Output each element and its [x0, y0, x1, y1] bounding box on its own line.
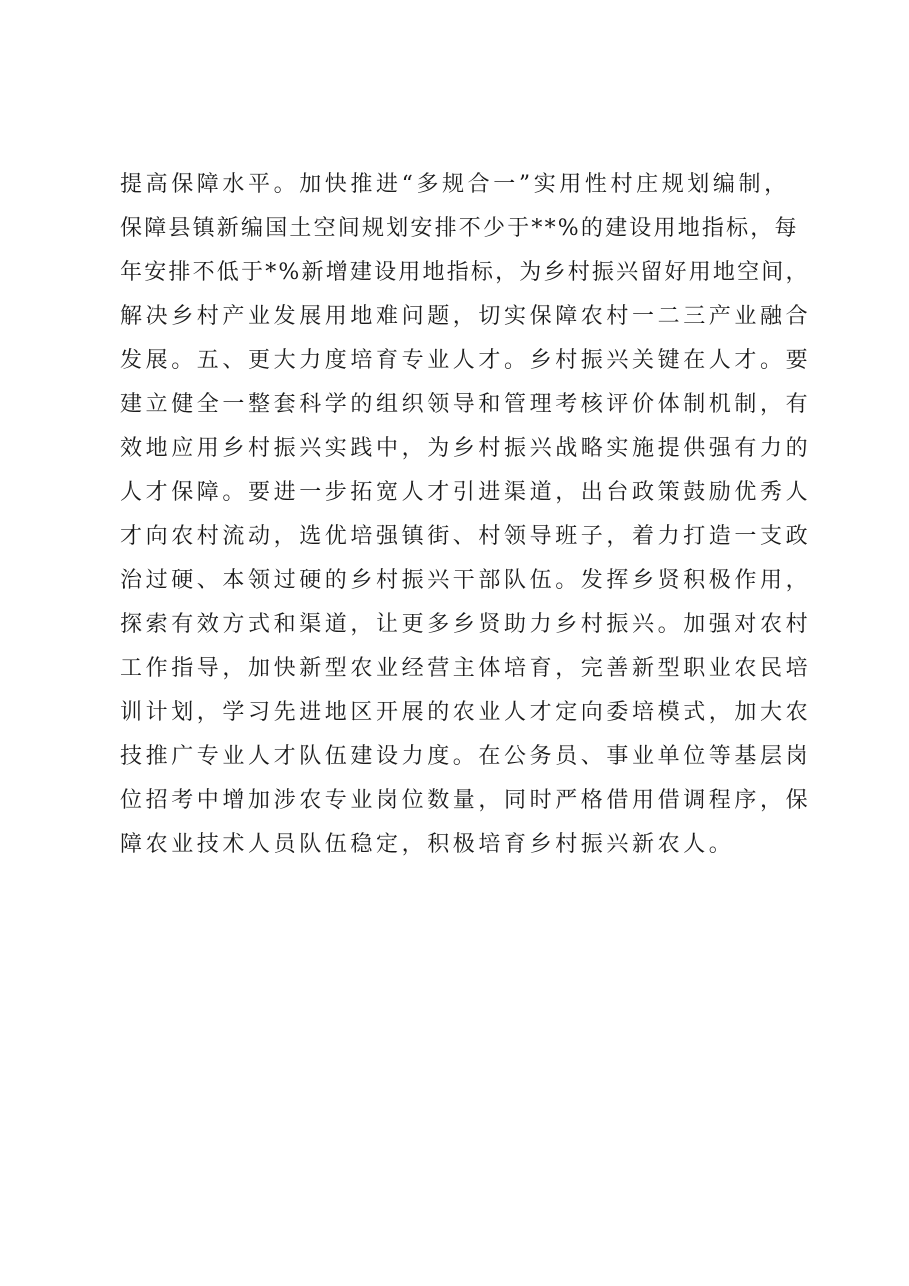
- text-line-16: 障农业技术人员队伍稳定，积极培育乡村振兴新农人。: [120, 832, 735, 857]
- body-paragraph: [120, 163, 820, 867]
- text-line-8: 人才保障。要进一步拓宽人才引进渠道，出台政策鼓励优秀人: [120, 480, 812, 505]
- text-line-2: 保障县镇新编国土空间规划安排不少于**%的建设用地指标，每: [120, 216, 799, 241]
- text-line-5: 发展。五、更大力度培育专业人才。乡村振兴关键在人才。要: [120, 348, 812, 373]
- text-line-6: 建立健全一整套科学的组织领导和管理考核评价体制机制，有: [120, 392, 812, 417]
- text-line-7: 效地应用乡村振兴实践中，为乡村振兴战略实施提供强有力的: [120, 436, 812, 461]
- text-line-1: 提高保障水平。加快推进“多规合一”实用性村庄规划编制，: [120, 172, 790, 197]
- text-line-3: 年安排不低于*%新增建设用地指标，为乡村振兴留好用地空间，: [120, 260, 810, 285]
- text-line-15: 位招考中增加涉农专业岗位数量，同时严格借用借调程序，保: [120, 788, 812, 813]
- text-line-11: 探索有效方式和渠道，让更多乡贤助力乡村振兴。加强对农村: [120, 612, 812, 637]
- text-line-12: 工作指导，加快新型农业经营主体培育，完善新型职业农民培: [120, 656, 812, 681]
- text-line-4: 解决乡村产业发展用地难问题，切实保障农村一二三产业融合: [120, 304, 812, 329]
- text-line-13: 训计划，学习先进地区开展的农业人才定向委培模式，加大农: [120, 700, 812, 725]
- text-line-14: 技推广专业人才队伍建设力度。在公务员、事业单位等基层岗: [120, 744, 812, 769]
- text-line-10: 治过硬、本领过硬的乡村振兴干部队伍。发挥乡贤积极作用，: [120, 568, 812, 593]
- text-line-9: 才向农村流动，选优培强镇街、村领导班子，着力打造一支政: [120, 524, 812, 549]
